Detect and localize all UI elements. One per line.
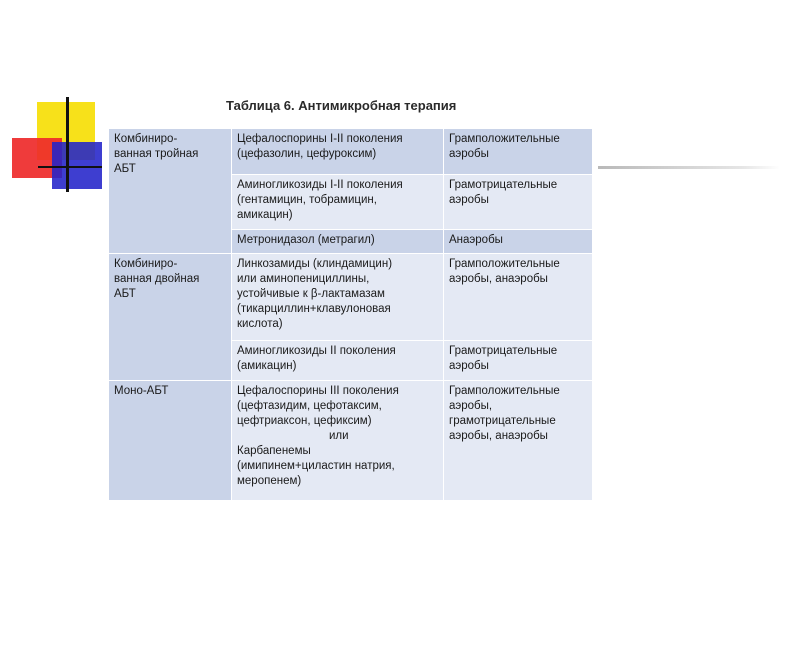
target-text: грамотрицательные (449, 415, 556, 427)
drugs-cell (232, 254, 444, 341)
drugs-text: (цефтазидим, цефотаксим, (237, 400, 382, 412)
drugs-text: цефтриаксон, цефиксим) (237, 415, 372, 427)
drugs-text: Карбапенемы (237, 445, 311, 457)
category-text: Комбиниро- (114, 133, 178, 145)
drugs-text: (тикарциллин+клавулоновая (237, 303, 391, 315)
category-text: Комбиниро- (114, 258, 178, 270)
decor-gradient-line (598, 166, 780, 169)
category-text: ванная двойная (114, 273, 200, 285)
drugs-text: амикацин) (237, 209, 293, 221)
decor-vertical-line (66, 97, 69, 192)
drugs-cell (232, 381, 444, 501)
target-text: Грамотрицательные (449, 345, 558, 357)
drugs-text: (цефазолин, цефуроксим) (237, 148, 377, 160)
table-row (109, 381, 593, 501)
category-text: Моно-АБТ (114, 385, 169, 397)
drugs-text: или аминопенициллины, (237, 273, 370, 285)
target-text: Грамположительные (449, 258, 560, 270)
drugs-or-text: или (329, 430, 349, 442)
target-text: Грамположительные (449, 385, 560, 397)
therapy-table (108, 128, 593, 501)
target-text: Анаэробы (449, 234, 503, 246)
category-text: АБТ (114, 288, 136, 300)
target-cell (444, 230, 593, 254)
drugs-cell (232, 341, 444, 381)
target-text: аэробы, анаэробы (449, 430, 548, 442)
target-text: аэробы (449, 194, 489, 206)
drugs-text: (имипинем+циластин натрия, (237, 460, 395, 472)
drugs-text: Линкозамиды (клиндамицин) (237, 258, 393, 270)
target-text: аэробы (449, 360, 489, 372)
drugs-text: Метронидазол (метрагил) (237, 234, 375, 246)
drugs-text: (гентамицин, тобрамицин, (237, 194, 377, 206)
drugs-text: (амикацин) (237, 360, 297, 372)
category-text: АБТ (114, 163, 136, 175)
drugs-cell (232, 230, 444, 254)
target-text: аэробы, (449, 400, 493, 412)
drugs-text: Цефалоспорины I-II поколения (237, 133, 403, 145)
target-text: аэробы, анаэробы (449, 273, 548, 285)
table-title: Таблица 6. Антимикробная терапия (226, 98, 457, 113)
target-cell (444, 381, 593, 501)
drugs-text: кислота) (237, 318, 283, 330)
drugs-text: меропенем) (237, 475, 302, 487)
drugs-text: устойчивые к β-лактамазам (237, 288, 385, 300)
target-cell (444, 254, 593, 341)
category-cell (109, 254, 232, 381)
drugs-text: Аминогликозиды II поколения (237, 345, 396, 357)
category-cell (109, 381, 232, 501)
target-cell (444, 129, 593, 175)
drugs-cell (232, 129, 444, 175)
drugs-cell (232, 175, 444, 230)
target-cell (444, 175, 593, 230)
target-text: аэробы (449, 148, 489, 160)
drugs-text: Аминогликозиды I-II поколения (237, 179, 403, 191)
target-text: Грамотрицательные (449, 179, 558, 191)
decor-horizontal-line (38, 166, 102, 168)
category-cell (109, 129, 232, 254)
category-text: ванная тройная (114, 148, 199, 160)
table-row (109, 254, 593, 341)
table-row (109, 129, 593, 175)
target-cell (444, 341, 593, 381)
drugs-text: Цефалоспорины III поколения (237, 385, 399, 397)
target-text: Грамположительные (449, 133, 560, 145)
